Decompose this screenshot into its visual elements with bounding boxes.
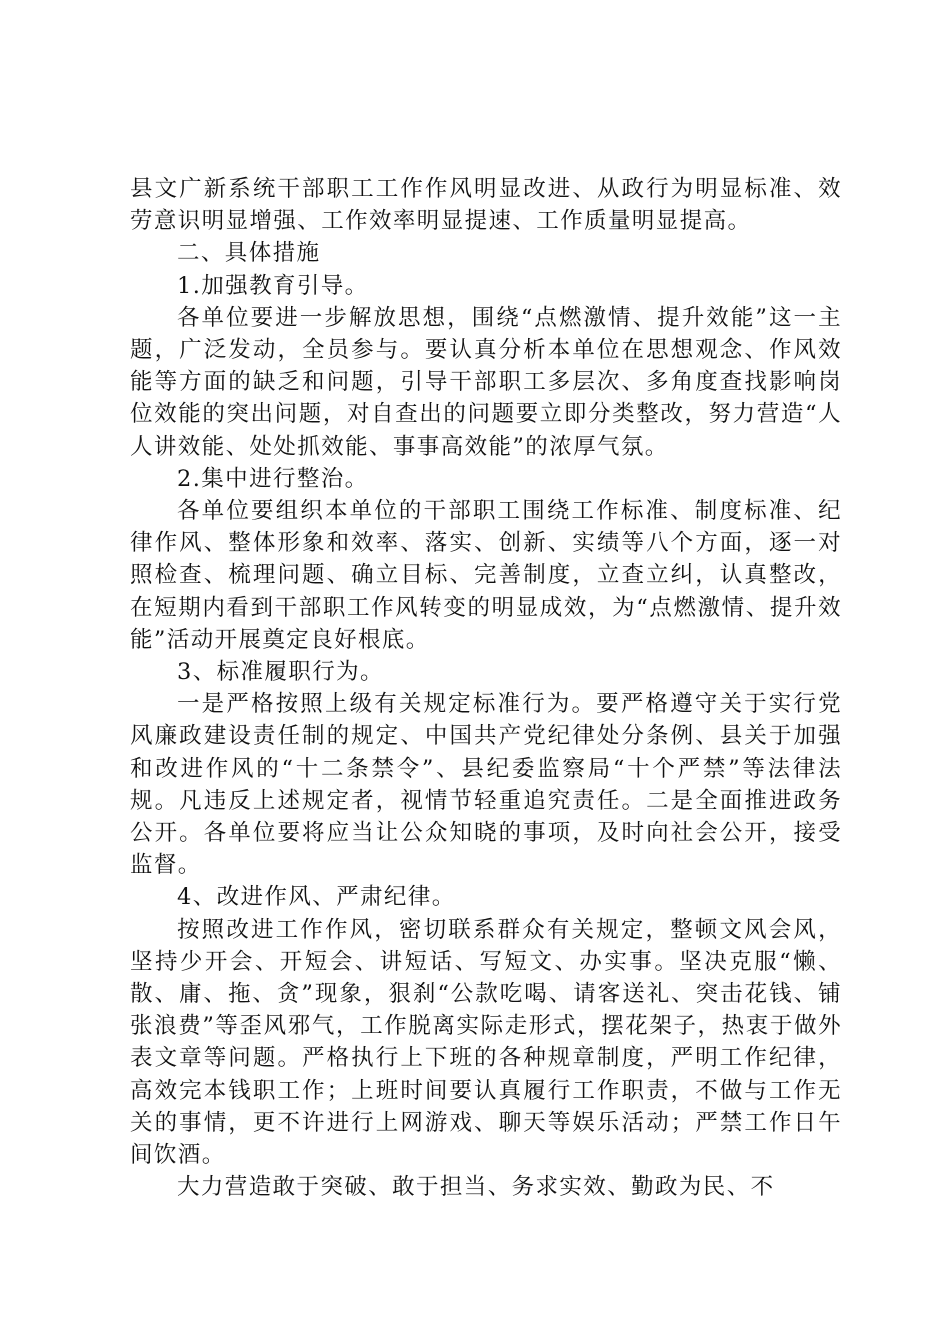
section-heading-specific-measures: 二、具体措施 [177,240,321,267]
paragraph-truncated: 大力营造敢于突破、敢于担当、务求实效、勤政为民、不 [177,1174,775,1201]
subheading-discipline: 4、改进作风、严肃纪律。 [177,884,456,911]
subheading-standard-conduct: 3、标准履职行为。 [177,659,384,686]
document-body [130,173,842,1204]
paragraph-education: 各单位要进一步解放思想，围绕“点燃激情、提升效能”这一主题，广泛发动，全员参与。要认真分析本单位在思想观念、作风效能等方面的缺乏和问题，引导干部职工多层次、多角度查找影响岗位效能的突出问题，对自查出的问题要立即分类整改，努力营造“人人讲效能、处处抓效能、事事高效能”的浓厚气氛。 [130,304,842,460]
subheading-education: 1.加强教育引导。 [177,272,369,299]
subheading-rectification: 2.集中进行整治。 [177,465,369,492]
paragraph-discipline: 按照改进工作作风，密切联系群众有关规定，整顿文风会风，坚持少开会、开短会、讲短话、写短文、办实事。坚决克服“懒、散、庸、拖、贪”现象，狠刹“公款吃喝、请客送礼、突击花钱、铺张浪费”等歪风邪气，工作脱离实际走形式，摆花架子，热衷于做外表文章等问题。严格执行上下班的各种规章制度，严明工作纪律，高效完本钱职工作；上班时间要认真履行工作职责，不做与工作无关的事情，更不许进行上网游戏、聊天等娱乐活动；严禁工作日午间饮酒。 [130,916,842,1169]
paragraph-standard-conduct: 一是严格按照上级有关规定标准行为。要严格遵守关于实行党风廉政建设责任制的规定、中国共产党纪律处分条例、县关于加强和改进作风的“十二条禁令”、县纪委监察局“十个严禁”等法律法规。凡违反上述规定者，视情节轻重追究责任。二是全面推进政务公开。各单位要将应当让公众知晓的事项，及时向社会公开，接受监督。 [130,691,842,879]
paragraph-rectification: 各单位要组织本单位的干部职工围绕工作标准、制度标准、纪律作风、整体形象和效率、落实、创新、实绩等八个方面，逐一对照检查、梳理问题、确立目标、完善制度，立查立纠，认真整改，在短期内看到干部职工作风转变的明显成效，为“点燃激情、提升效能”活动开展奠定良好根底。 [130,498,842,653]
paragraph-continuation: 县文广新系统干部职工工作作风明显改进、从政行为明显标准、效劳意识明显增强、工作效率明显提速、工作质量明显提高。 [130,176,842,235]
